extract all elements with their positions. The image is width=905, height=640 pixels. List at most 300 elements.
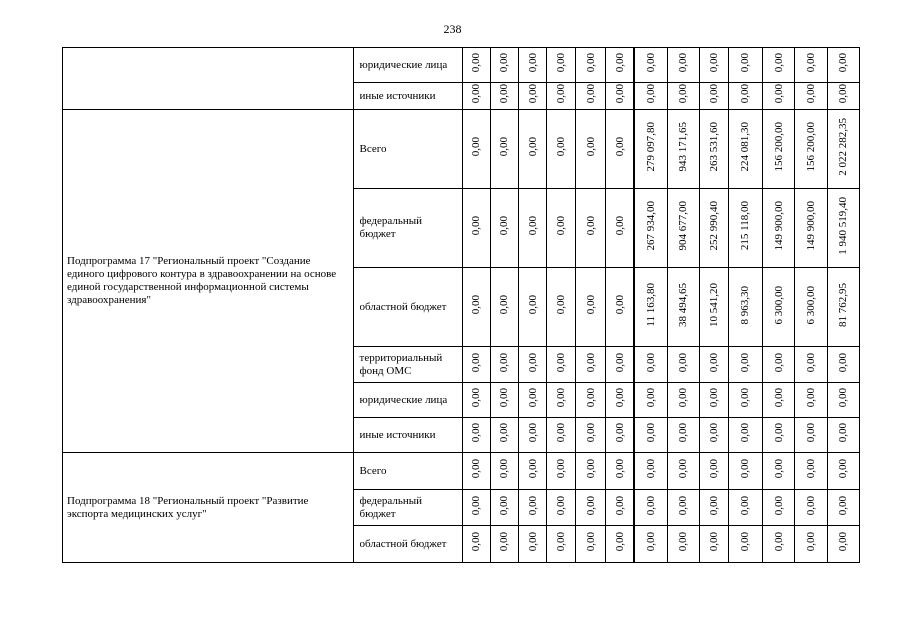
funding-source: иные источники: [359, 89, 436, 102]
value-cell: [668, 490, 699, 526]
value-text: 0,00: [613, 532, 626, 552]
value-cell: [668, 48, 699, 83]
value-text: 0,00: [526, 53, 539, 73]
value-cell: [490, 189, 518, 268]
value-text: 0,00: [526, 216, 539, 236]
value-cell: [576, 110, 605, 189]
value-cell: [490, 490, 518, 526]
value-cell: [728, 347, 762, 383]
funding-source-cell: [353, 110, 462, 189]
value-cell: [490, 383, 518, 418]
value-text: 0,00: [526, 532, 539, 552]
program-name-cell: [63, 48, 354, 110]
value-text: 0,00: [526, 423, 539, 443]
value-text: 0,00: [677, 495, 690, 516]
value-text: 0,00: [772, 495, 785, 516]
value-text: 0,00: [555, 137, 568, 157]
value-cell: [763, 383, 795, 418]
value-cell: [634, 48, 667, 83]
value-text: 0,00: [772, 423, 785, 443]
value-cell: [728, 418, 762, 453]
value-cell: [699, 189, 728, 268]
value-text: 0,00: [555, 352, 568, 373]
funding-source: федеральный бюджет: [359, 494, 423, 520]
value-cell: [699, 383, 728, 418]
funding-source-cell: [353, 189, 462, 268]
funding-source-cell: [353, 48, 462, 83]
value-text: 252 990,40: [707, 201, 720, 251]
value-cell: [518, 347, 546, 383]
value-cell: [605, 347, 634, 383]
value-text: 0,00: [613, 53, 626, 73]
value-cell: [763, 83, 795, 110]
value-cell: [699, 526, 728, 563]
value-text: 0,00: [837, 84, 850, 104]
value-cell: [462, 383, 490, 418]
value-text: 0,00: [677, 459, 690, 479]
value-text: 0,00: [645, 388, 658, 408]
value-cell: [576, 383, 605, 418]
value-cell: [668, 83, 699, 110]
value-text: 0,00: [645, 53, 658, 73]
value-text: 0,00: [804, 459, 817, 479]
value-text: 0,00: [555, 295, 568, 315]
value-text: 0,00: [470, 388, 483, 408]
table-row: [63, 110, 860, 189]
value-text: 943 171,65: [677, 122, 690, 172]
value-cell: [728, 48, 762, 83]
value-text: 267 934,00: [645, 201, 658, 251]
value-text: 0,00: [498, 137, 511, 157]
value-text: 0,00: [613, 495, 626, 516]
value-text: 0,00: [555, 423, 568, 443]
value-text: 0,00: [555, 532, 568, 552]
value-text: 0,00: [470, 495, 483, 516]
value-cell: [462, 418, 490, 453]
value-cell: [462, 347, 490, 383]
value-cell: [634, 383, 667, 418]
value-cell: [634, 490, 667, 526]
value-cell: [576, 189, 605, 268]
value-cell: [699, 110, 728, 189]
value-text: 0,00: [498, 495, 511, 516]
value-text: 0,00: [584, 495, 597, 516]
value-cell: [605, 110, 634, 189]
value-text: 0,00: [498, 532, 511, 552]
value-cell: [763, 490, 795, 526]
value-cell: [763, 453, 795, 490]
value-text: 0,00: [707, 53, 720, 73]
value-text: 0,00: [804, 388, 817, 408]
value-cell: [795, 268, 827, 347]
value-text: 11 163,80: [645, 283, 658, 327]
value-cell: [576, 268, 605, 347]
value-cell: [518, 453, 546, 490]
value-cell: [462, 110, 490, 189]
value-cell: [668, 418, 699, 453]
value-cell: [699, 83, 728, 110]
program-name: Подпрограмма 18 "Региональный проект "Развитие экспорта медицинских услуг": [67, 494, 309, 520]
funding-source: Всего: [359, 142, 387, 155]
value-text: 0,00: [470, 423, 483, 443]
value-text: 0,00: [526, 459, 539, 479]
value-text: 0,00: [707, 459, 720, 479]
value-text: 10 541,20: [707, 283, 720, 327]
value-cell: [795, 189, 827, 268]
value-text: 0,00: [584, 295, 597, 315]
funding-source-cell: [353, 526, 462, 563]
funding-source-cell: [353, 490, 462, 526]
value-cell: [490, 526, 518, 563]
value-cell: [576, 490, 605, 526]
value-cell: [699, 453, 728, 490]
value-text: 0,00: [645, 84, 658, 104]
value-text: 0,00: [526, 388, 539, 408]
value-cell: [547, 526, 576, 563]
value-cell: [605, 418, 634, 453]
value-cell: [518, 268, 546, 347]
value-text: 0,00: [584, 459, 597, 479]
value-cell: [576, 347, 605, 383]
value-cell: [763, 189, 795, 268]
value-text: 0,00: [555, 459, 568, 479]
value-text: 0,00: [498, 84, 511, 104]
value-text: 156 200,00: [804, 122, 817, 172]
value-cell: [827, 268, 859, 347]
value-text: 1 940 519,40: [837, 197, 850, 255]
value-cell: [699, 347, 728, 383]
value-text: 0,00: [613, 84, 626, 104]
value-cell: [699, 490, 728, 526]
value-text: 0,00: [772, 388, 785, 408]
value-text: 0,00: [677, 423, 690, 443]
value-text: 0,00: [584, 53, 597, 73]
value-cell: [462, 453, 490, 490]
value-cell: [728, 189, 762, 268]
value-cell: [795, 418, 827, 453]
value-cell: [728, 453, 762, 490]
value-cell: [634, 110, 667, 189]
value-cell: [699, 48, 728, 83]
table-row: [63, 48, 860, 83]
value-text: 215 118,00: [739, 201, 752, 251]
value-cell: [795, 48, 827, 83]
value-cell: [547, 347, 576, 383]
value-cell: [547, 490, 576, 526]
value-cell: [728, 383, 762, 418]
value-text: 0,00: [739, 84, 752, 104]
value-text: 0,00: [677, 532, 690, 552]
value-cell: [827, 490, 859, 526]
value-cell: [728, 110, 762, 189]
value-text: 0,00: [804, 53, 817, 73]
value-text: 0,00: [707, 84, 720, 104]
funding-source: иные источники: [359, 428, 436, 441]
funding-source: территориальный фонд ОМС: [359, 351, 443, 377]
funding-source-cell: [353, 347, 462, 383]
value-text: 149 900,00: [804, 201, 817, 251]
value-text: 0,00: [772, 459, 785, 479]
value-text: 0,00: [707, 423, 720, 443]
value-text: 0,00: [772, 532, 785, 552]
value-cell: [462, 268, 490, 347]
value-cell: [547, 383, 576, 418]
funding-source: юридические лица: [359, 58, 448, 71]
value-cell: [547, 189, 576, 268]
value-cell: [490, 453, 518, 490]
value-cell: [699, 418, 728, 453]
value-text: 0,00: [555, 495, 568, 516]
value-cell: [795, 110, 827, 189]
value-text: 0,00: [584, 388, 597, 408]
value-text: 0,00: [498, 423, 511, 443]
value-text: 0,00: [772, 84, 785, 104]
value-cell: [576, 526, 605, 563]
funding-source-cell: [353, 418, 462, 453]
value-cell: [795, 490, 827, 526]
value-text: 0,00: [470, 216, 483, 236]
value-cell: [795, 526, 827, 563]
value-text: 0,00: [804, 84, 817, 104]
value-text: 0,00: [584, 352, 597, 373]
value-text: 0,00: [677, 53, 690, 73]
value-cell: [605, 48, 634, 83]
value-cell: [547, 453, 576, 490]
value-cell: [827, 189, 859, 268]
value-cell: [518, 526, 546, 563]
value-text: 0,00: [739, 532, 752, 552]
value-text: 0,00: [613, 352, 626, 373]
program-name-cell: [63, 110, 354, 453]
value-cell: [728, 268, 762, 347]
value-text: 38 494,65: [677, 283, 690, 327]
value-text: 0,00: [739, 423, 752, 443]
value-text: 0,00: [470, 459, 483, 479]
value-text: 0,00: [498, 352, 511, 373]
budget-table: [62, 47, 860, 563]
value-text: 0,00: [470, 137, 483, 157]
value-text: 0,00: [837, 53, 850, 73]
value-cell: [462, 48, 490, 83]
value-cell: [795, 453, 827, 490]
value-cell: [795, 83, 827, 110]
value-text: 0,00: [804, 532, 817, 552]
value-cell: [605, 268, 634, 347]
value-cell: [634, 453, 667, 490]
value-text: 0,00: [645, 352, 658, 373]
value-text: 0,00: [837, 459, 850, 479]
value-cell: [490, 110, 518, 189]
value-cell: [763, 526, 795, 563]
value-text: 0,00: [837, 352, 850, 373]
value-cell: [827, 526, 859, 563]
value-text: 0,00: [613, 295, 626, 315]
value-cell: [827, 83, 859, 110]
funding-source-cell: [353, 268, 462, 347]
value-cell: [668, 526, 699, 563]
value-cell: [827, 418, 859, 453]
value-cell: [490, 347, 518, 383]
value-text: 8 963,30: [739, 285, 752, 325]
value-cell: [728, 526, 762, 563]
value-text: 0,00: [555, 388, 568, 408]
value-text: 224 081,30: [739, 122, 752, 172]
table-row: [63, 453, 860, 490]
value-cell: [605, 83, 634, 110]
value-cell: [728, 83, 762, 110]
value-cell: [634, 83, 667, 110]
value-cell: [518, 189, 546, 268]
value-text: 0,00: [645, 495, 658, 516]
value-cell: [668, 189, 699, 268]
value-cell: [518, 110, 546, 189]
funding-source: областной бюджет: [359, 300, 447, 313]
value-cell: [462, 526, 490, 563]
funding-source: областной бюджет: [359, 537, 447, 550]
value-cell: [576, 83, 605, 110]
value-cell: [547, 418, 576, 453]
value-cell: [634, 418, 667, 453]
funding-source: Всего: [359, 464, 387, 477]
funding-source-cell: [353, 453, 462, 490]
value-cell: [763, 418, 795, 453]
value-cell: [699, 268, 728, 347]
value-text: 0,00: [584, 423, 597, 443]
funding-source-cell: [353, 383, 462, 418]
value-text: 0,00: [739, 459, 752, 479]
value-cell: [605, 453, 634, 490]
value-cell: [763, 110, 795, 189]
value-text: 0,00: [470, 295, 483, 315]
value-text: 2 022 282,35: [837, 118, 850, 176]
value-text: 0,00: [470, 352, 483, 373]
value-text: 0,00: [772, 352, 785, 373]
value-cell: [518, 418, 546, 453]
value-text: 0,00: [584, 216, 597, 236]
value-text: 0,00: [526, 295, 539, 315]
value-cell: [668, 347, 699, 383]
value-text: 81 762,95: [837, 283, 850, 327]
value-text: 0,00: [707, 495, 720, 516]
value-text: 279 097,80: [645, 122, 658, 172]
value-text: 0,00: [837, 423, 850, 443]
value-text: 149 900,00: [772, 201, 785, 251]
value-cell: [605, 526, 634, 563]
value-cell: [634, 268, 667, 347]
value-cell: [827, 383, 859, 418]
value-text: 0,00: [584, 137, 597, 157]
value-cell: [518, 383, 546, 418]
value-cell: [547, 268, 576, 347]
value-text: 0,00: [837, 388, 850, 408]
value-cell: [518, 83, 546, 110]
value-cell: [490, 83, 518, 110]
value-text: 0,00: [739, 352, 752, 373]
value-text: 0,00: [804, 495, 817, 516]
value-cell: [634, 526, 667, 563]
value-text: 0,00: [739, 53, 752, 73]
value-cell: [490, 418, 518, 453]
value-cell: [795, 383, 827, 418]
page-number: 238: [443, 22, 462, 36]
value-text: 0,00: [645, 532, 658, 552]
value-text: 0,00: [470, 53, 483, 73]
value-text: 0,00: [526, 84, 539, 104]
value-cell: [668, 110, 699, 189]
value-text: 0,00: [772, 53, 785, 73]
program-name: Подпрограмма 17 "Региональный проект "Создание единого цифрового контура в здравоохранении на основе единой государственной информационной системы здравоохранения": [67, 255, 337, 306]
value-text: 0,00: [645, 423, 658, 443]
value-text: 0,00: [645, 459, 658, 479]
funding-source: федеральный бюджет: [359, 215, 423, 240]
value-text: 0,00: [677, 388, 690, 408]
value-text: 0,00: [613, 388, 626, 408]
value-text: 0,00: [707, 352, 720, 373]
value-text: 0,00: [707, 388, 720, 408]
value-text: 0,00: [613, 137, 626, 157]
value-text: 0,00: [470, 84, 483, 104]
funding-source-cell: [353, 83, 462, 110]
funding-source: юридические лица: [359, 393, 448, 406]
value-cell: [763, 48, 795, 83]
value-text: 263 531,60: [707, 122, 720, 172]
value-cell: [462, 189, 490, 268]
value-text: 0,00: [837, 495, 850, 516]
value-text: 0,00: [613, 216, 626, 236]
value-text: 6 300,00: [772, 285, 785, 325]
value-cell: [605, 490, 634, 526]
value-cell: [763, 268, 795, 347]
value-cell: [605, 383, 634, 418]
value-cell: [576, 453, 605, 490]
value-text: 904 677,00: [677, 201, 690, 251]
value-cell: [547, 83, 576, 110]
value-text: 0,00: [739, 495, 752, 516]
value-text: 0,00: [584, 532, 597, 552]
value-text: 0,00: [555, 216, 568, 236]
value-text: 0,00: [804, 352, 817, 373]
value-cell: [490, 48, 518, 83]
value-text: 0,00: [498, 295, 511, 315]
value-text: 0,00: [677, 84, 690, 104]
value-text: 0,00: [584, 84, 597, 104]
value-text: 0,00: [555, 84, 568, 104]
value-cell: [605, 189, 634, 268]
value-cell: [827, 110, 859, 189]
value-cell: [763, 347, 795, 383]
value-cell: [547, 48, 576, 83]
value-text: 0,00: [498, 53, 511, 73]
value-cell: [668, 268, 699, 347]
value-text: 0,00: [526, 352, 539, 373]
value-cell: [728, 490, 762, 526]
value-text: 156 200,00: [772, 122, 785, 172]
value-text: 0,00: [707, 532, 720, 552]
value-text: 0,00: [498, 459, 511, 479]
value-cell: [827, 48, 859, 83]
value-text: 0,00: [739, 388, 752, 408]
value-cell: [576, 418, 605, 453]
value-cell: [576, 48, 605, 83]
value-text: 0,00: [837, 532, 850, 552]
value-cell: [668, 383, 699, 418]
value-cell: [668, 453, 699, 490]
value-text: 0,00: [526, 495, 539, 516]
value-cell: [518, 490, 546, 526]
value-cell: [547, 110, 576, 189]
value-cell: [490, 268, 518, 347]
value-cell: [462, 83, 490, 110]
